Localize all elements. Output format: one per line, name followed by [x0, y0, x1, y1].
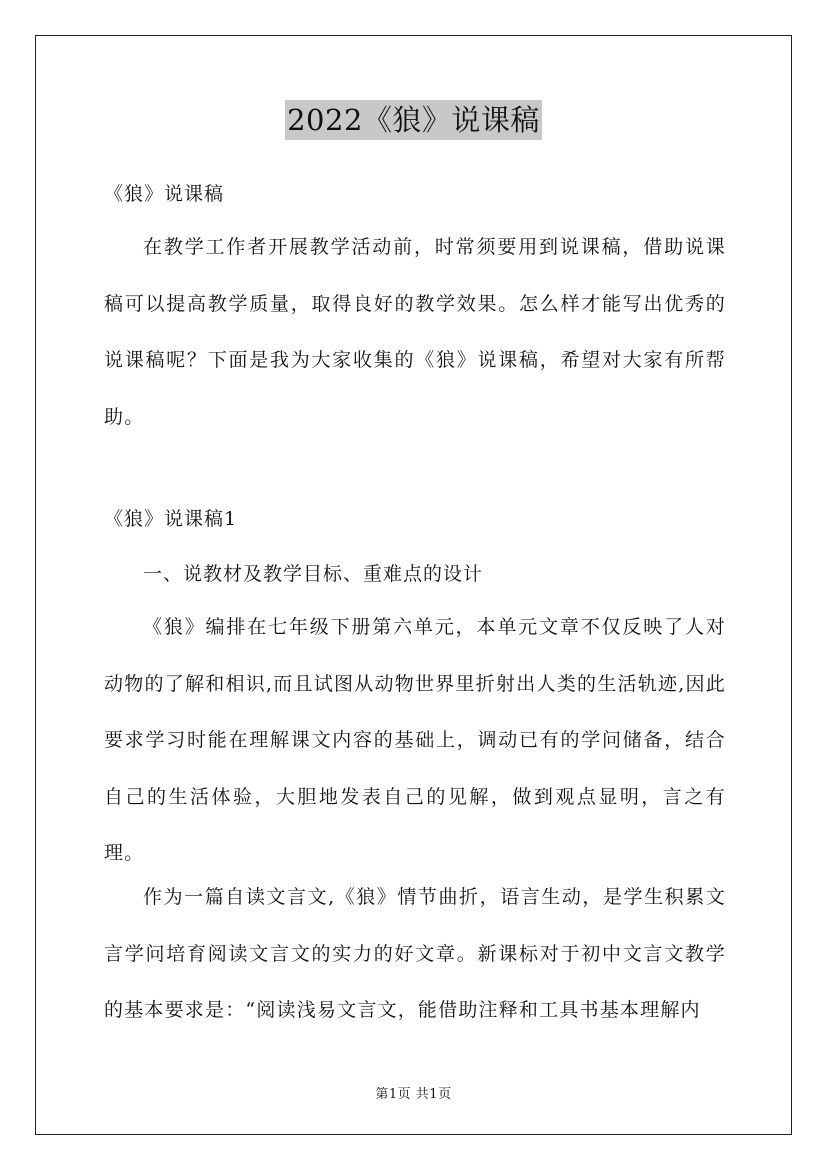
paragraph-2: 作为一篇自读文言文,《狼》情节曲折，语言生动，是学生积累文言学问培育阅读文言文的实力的好文章。新课标对于初中文言文教学的基本要求是：“阅读浅易文言文，能借助注释和工具书基本理解内	[104, 886, 726, 1021]
page-footer: 第1页 共1页	[375, 1087, 452, 1102]
section-title: 《狼》说课稿1	[104, 508, 238, 530]
paragraph-1: 《狼》编排在七年级下册第六单元，本单元文章不仅反映了人对动物的了解和相识,而且试图从动物世界里折射出人类的生活轨迹,因此要求学习时能在理解课文内容的基础上，调动已有的学问储备，结合自己的生活体验，大胆地发表自己的见解，做到观点显明，言之有理。	[104, 616, 726, 864]
intro-paragraph: 在教学工作者开展教学活动前，时常须要用到说课稿，借助说课稿可以提高教学质量，取得良好的教学效果。怎么样才能写出优秀的说课稿呢？下面是我为大家收集的《狼》说课稿，希望对大家有所帮助。	[104, 236, 726, 428]
title-container	[0, 100, 827, 140]
subtitle: 《狼》说课稿	[104, 183, 225, 205]
section-heading: 一、说教材及教学目标、重难点的设计	[143, 563, 484, 585]
document-title: 2022《狼》说课稿	[285, 100, 542, 140]
